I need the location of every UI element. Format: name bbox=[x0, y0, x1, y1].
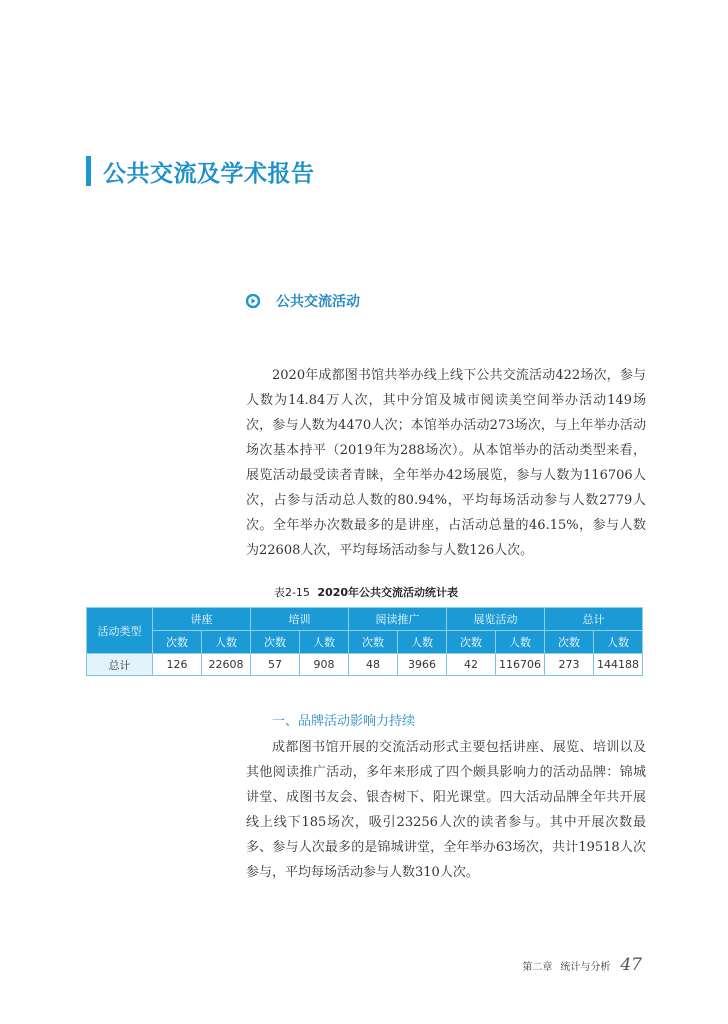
paragraph-public-activities: 2020年成都图书馆共举办线上线下公共交流活动422场次，参与人数为14.84万人次，其中分馆及城市阅读美空间举办活动149场次，参与人数为4470人次；本馆举办活动273场次，与上年举办活动场次基本持平（2019年为288场次）。从本馆举办的活动类型来看，展览活动最受读者青睐，全年举办42场展览，参与人数为116706人次，占参与活动总人数的80.94%，平均每场活动参与人数2779人次。全年举办次数最多的是讲座，占活动总量的46.15%，参与人数为22608人次，平均每场活动参与人数126人次。 bbox=[246, 368, 646, 558]
table-cell: 144188 bbox=[594, 654, 643, 676]
group-header: 总计 bbox=[545, 608, 643, 631]
footer-chapter: 第二章 bbox=[522, 962, 553, 973]
sub-header: 人数 bbox=[202, 631, 251, 654]
footer-section: 统计与分析 bbox=[560, 962, 611, 973]
group-header: 培训 bbox=[251, 608, 349, 631]
table-number: 表2-15 bbox=[273, 586, 310, 599]
sub-header: 人数 bbox=[300, 631, 349, 654]
sub-header: 次数 bbox=[251, 631, 300, 654]
chapter-header bbox=[86, 154, 315, 188]
section-heading bbox=[246, 290, 360, 312]
table-cell: 42 bbox=[447, 654, 496, 676]
section-title: 公共交流活动 bbox=[276, 294, 360, 310]
table-cell: 48 bbox=[349, 654, 398, 676]
table-title: 2020年公共交流活动统计表 bbox=[317, 586, 459, 599]
table-group-header-row bbox=[87, 608, 643, 631]
subheading-brand-activities: 一、品牌活动影响力持续 bbox=[272, 714, 416, 729]
table-cell: 273 bbox=[545, 654, 594, 676]
table-cell: 57 bbox=[251, 654, 300, 676]
table-row bbox=[87, 654, 643, 676]
table-sub-header-row bbox=[87, 631, 643, 654]
group-header: 阅读推广 bbox=[349, 608, 447, 631]
table-cell: 3966 bbox=[398, 654, 447, 676]
group-header: 讲座 bbox=[153, 608, 251, 631]
sub-header: 人数 bbox=[594, 631, 643, 654]
row-label: 总计 bbox=[87, 654, 153, 676]
sub-header: 人数 bbox=[496, 631, 545, 654]
table-cell: 116706 bbox=[496, 654, 545, 676]
play-bullet-icon bbox=[246, 294, 260, 308]
activity-stats-table bbox=[86, 607, 643, 676]
group-header: 展览活动 bbox=[447, 608, 545, 631]
sub-header: 次数 bbox=[153, 631, 202, 654]
table-caption bbox=[0, 584, 728, 600]
sub-header: 人数 bbox=[398, 631, 447, 654]
table-cell: 126 bbox=[153, 654, 202, 676]
table-cell: 908 bbox=[300, 654, 349, 676]
page-number: 47 bbox=[620, 955, 642, 975]
paragraph-brand-activities: 成都图书馆开展的交流活动形式主要包括讲座、展览、培训以及其他阅读推广活动，多年来形成了四个颇具影响力的活动品牌：锦城讲堂、成图书友会、银杏树下、阳光课堂。四大活动品牌全年共开展线上线下185场次，吸引23256人次的读者参与。其中开展次数最多、参与人次最多的是锦城讲堂，全年举办63场次，共计19518人次参与，平均每场活动参与人数310人次。 bbox=[246, 740, 646, 880]
sub-header: 次数 bbox=[349, 631, 398, 654]
page-footer bbox=[522, 955, 642, 975]
chapter-title: 公共交流及学术报告 bbox=[103, 160, 315, 187]
chapter-accent-bar bbox=[86, 156, 91, 186]
corner-header: 活动类型 bbox=[87, 608, 153, 654]
sub-header: 次数 bbox=[545, 631, 594, 654]
sub-header: 次数 bbox=[447, 631, 496, 654]
table-cell: 22608 bbox=[202, 654, 251, 676]
